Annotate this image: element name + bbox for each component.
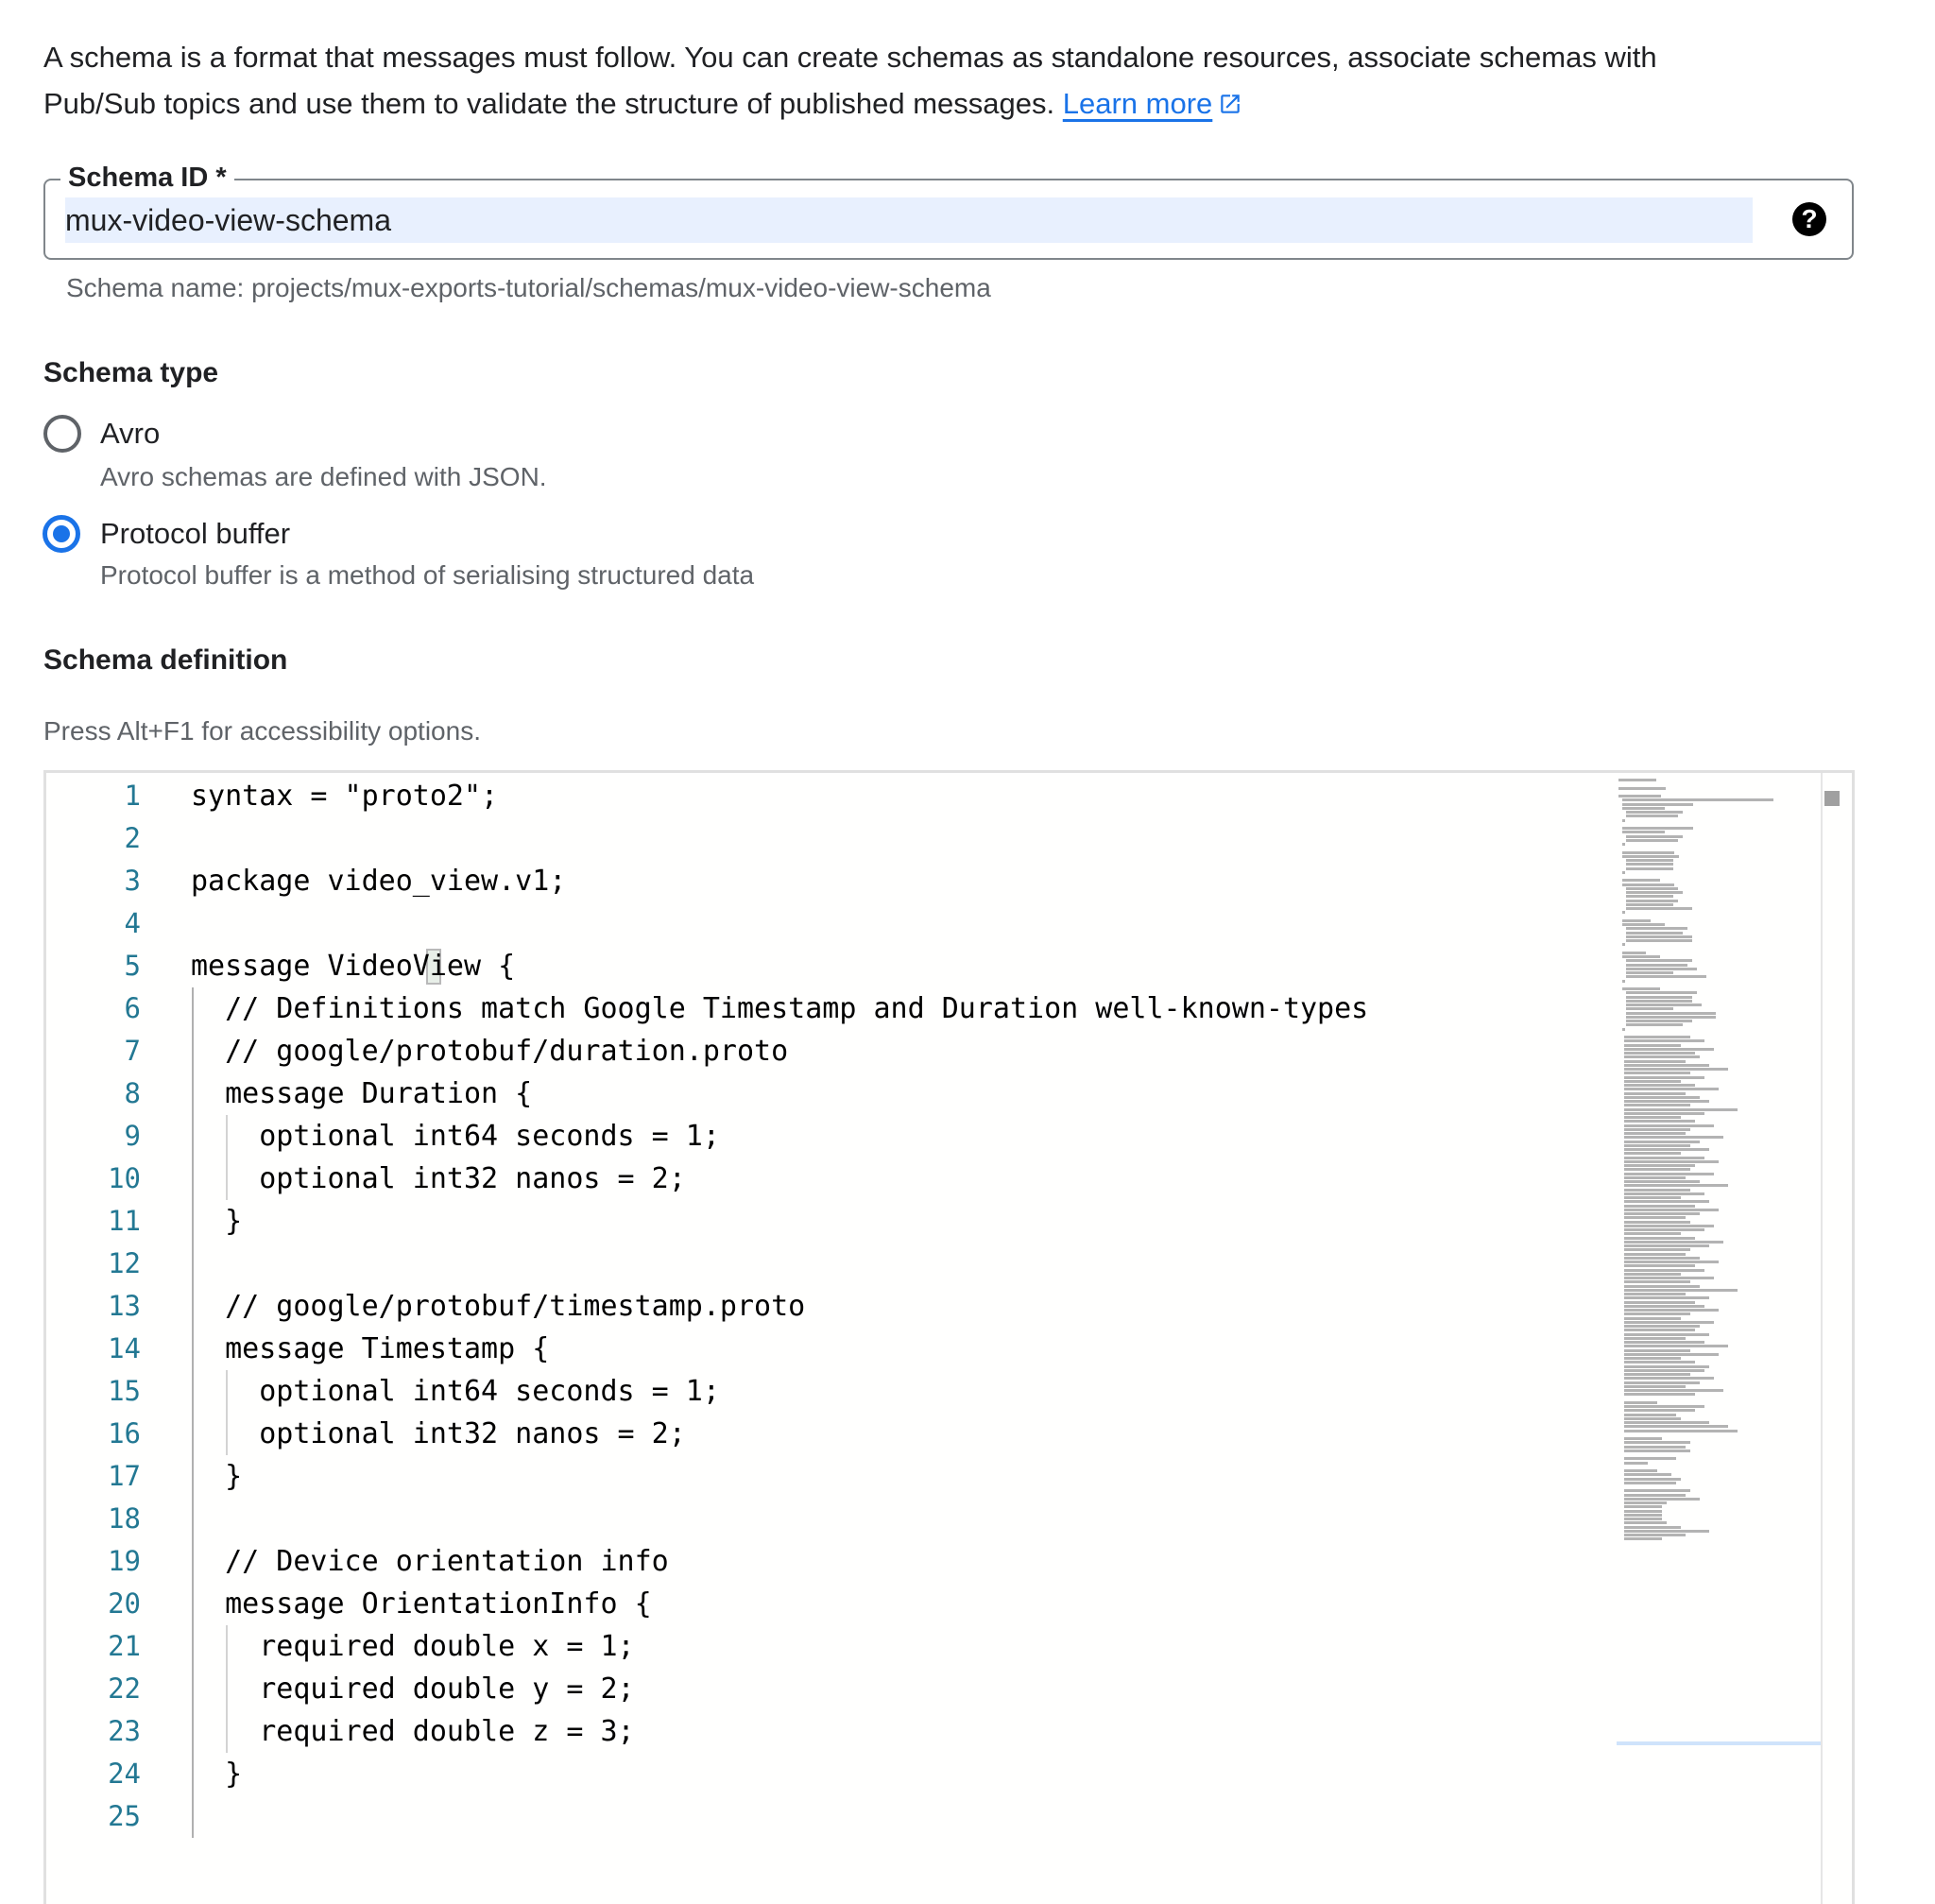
minimap-line	[1624, 1100, 1709, 1103]
minimap-line	[1624, 1469, 1657, 1472]
minimap-line	[1624, 1505, 1662, 1508]
line-number: 15	[108, 1375, 141, 1407]
line-number: 11	[108, 1205, 141, 1237]
minimap-line	[1624, 1421, 1709, 1424]
minimap-line	[1624, 1241, 1723, 1244]
code-line: required double y = 2;	[191, 1672, 635, 1706]
minimap-line	[1626, 939, 1692, 942]
minimap-line	[1624, 1333, 1709, 1336]
code-line: message Duration {	[191, 1077, 533, 1110]
minimap-line	[1622, 798, 1773, 801]
minimap-line	[1626, 900, 1678, 902]
schema-code-editor[interactable]	[43, 770, 1855, 1904]
minimap-line	[1624, 1409, 1695, 1412]
line-number: 22	[108, 1672, 141, 1705]
minimap-line	[1622, 843, 1625, 846]
minimap-line	[1624, 1216, 1686, 1219]
schema-id-label: Schema ID *	[60, 161, 234, 195]
schema-definition-heading: Schema definition	[43, 644, 288, 676]
minimap-line	[1624, 1132, 1686, 1135]
minimap-line	[1626, 959, 1692, 962]
minimap-line	[1624, 1369, 1704, 1372]
protocol-buffer-radio[interactable]	[43, 515, 80, 553]
line-number: 10	[108, 1162, 141, 1194]
minimap-line	[1624, 1309, 1719, 1312]
minimap-line	[1624, 1393, 1695, 1396]
minimap-line	[1624, 1184, 1728, 1187]
minimap-line	[1626, 932, 1683, 935]
minimap-line	[1624, 1248, 1690, 1251]
code-line: message OrientationInfo {	[191, 1587, 652, 1621]
schema-type-heading: Schema type	[43, 357, 219, 388]
code-line: // google/protobuf/duration.proto	[191, 1035, 789, 1068]
line-number: 4	[124, 907, 141, 939]
code-line: optional int64 seconds = 1;	[191, 1120, 720, 1153]
minimap-line	[1622, 943, 1625, 946]
minimap-line	[1622, 819, 1625, 822]
line-number: 13	[108, 1290, 141, 1322]
minimap-line	[1624, 1257, 1700, 1260]
minimap-line	[1624, 1489, 1690, 1492]
minimap-line	[1624, 1205, 1695, 1208]
minimap-line	[1624, 1048, 1714, 1051]
minimap-line	[1624, 1510, 1662, 1513]
minimap-line	[1624, 1482, 1676, 1484]
minimap-line	[1624, 1498, 1700, 1501]
line-number: 1	[124, 780, 141, 812]
scrollbar-thumb[interactable]	[1824, 791, 1840, 806]
minimap-line	[1624, 1537, 1662, 1540]
code-line: // Definitions match Google Timestamp and Duration well-known-types	[191, 992, 1369, 1025]
vertical-scrollbar[interactable]	[1821, 773, 1855, 1904]
minimap-line	[1622, 987, 1660, 990]
line-number: 19	[108, 1545, 141, 1577]
code-line: }	[191, 1460, 243, 1493]
minimap-line	[1622, 855, 1679, 858]
minimap-line	[1622, 952, 1646, 954]
minimap-line	[1618, 779, 1656, 781]
minimap-line	[1624, 1381, 1700, 1384]
minimap-line	[1624, 1144, 1690, 1147]
minimap-line	[1624, 1237, 1695, 1240]
minimap-line	[1624, 1196, 1681, 1199]
minimap-line	[1626, 887, 1678, 890]
minimap-line	[1624, 1285, 1700, 1288]
minimap-line	[1624, 1430, 1738, 1432]
minimap-line	[1624, 1228, 1704, 1231]
minimap-line	[1626, 971, 1673, 974]
minimap-line	[1624, 1088, 1719, 1090]
minimap-line	[1622, 923, 1665, 926]
minimap-line	[1626, 1000, 1692, 1003]
code-line: required double x = 1;	[191, 1630, 635, 1663]
avro-label[interactable]: Avro	[100, 417, 161, 450]
minimap-line	[1624, 1060, 1686, 1063]
minimap-line	[1624, 1084, 1695, 1087]
minimap-line	[1624, 1189, 1690, 1192]
protocol-buffer-label[interactable]: Protocol buffer	[100, 517, 291, 550]
protocol-buffer-description: Protocol buffer is a method of serialising structured data	[100, 560, 755, 590]
line-number: 6	[124, 992, 141, 1024]
line-number: 18	[108, 1502, 141, 1535]
line-number: 17	[108, 1460, 141, 1492]
minimap-line	[1624, 1317, 1681, 1320]
minimap-line	[1626, 863, 1673, 866]
minimap-line	[1624, 1446, 1686, 1449]
minimap-line	[1624, 1160, 1719, 1163]
minimap-line	[1624, 1072, 1690, 1074]
minimap-line	[1622, 851, 1674, 854]
minimap-line	[1622, 871, 1625, 874]
minimap-line	[1624, 1518, 1662, 1520]
minimap-line	[1626, 1016, 1716, 1019]
code-line: optional int64 seconds = 1;	[191, 1375, 720, 1408]
code-line: optional int32 nanos = 2;	[191, 1162, 686, 1195]
minimap-line	[1618, 795, 1661, 798]
accessibility-hint: Press Alt+F1 for accessibility options.	[43, 716, 481, 746]
minimap-line	[1622, 1028, 1625, 1031]
line-number: 3	[124, 865, 141, 897]
minimap-line	[1624, 1345, 1728, 1347]
minimap-line	[1624, 1280, 1690, 1283]
minimap-line	[1624, 1365, 1709, 1368]
intro-line-2	[43, 80, 1820, 129]
minimap-line	[1622, 827, 1693, 830]
intro-line-2-text: Pub/Sub topics and use them to validate the structure of published messages.	[43, 87, 1055, 120]
minimap-line	[1624, 1349, 1690, 1352]
minimap-line	[1624, 1039, 1704, 1042]
minimap-line	[1624, 1096, 1700, 1099]
minimap-line	[1626, 1020, 1692, 1022]
minimap-line	[1626, 907, 1692, 910]
minimap-line	[1624, 1293, 1686, 1295]
minimap-line	[1624, 1264, 1695, 1267]
minimap-line	[1624, 1501, 1667, 1504]
minimap-line	[1626, 935, 1692, 938]
minimap-line	[1626, 891, 1683, 894]
minimap-line	[1624, 1141, 1700, 1143]
minimap-line	[1624, 1080, 1681, 1083]
minimap-line	[1624, 1462, 1648, 1465]
minimap-line	[1624, 1200, 1709, 1203]
minimap-line	[1624, 1405, 1704, 1408]
minimap-line	[1624, 1055, 1700, 1058]
minimap-line	[1626, 859, 1673, 862]
minimap-line	[1624, 1325, 1700, 1328]
schema-id-input[interactable]	[65, 197, 1753, 243]
minimap-line	[1624, 1120, 1695, 1123]
minimap-line	[1626, 1007, 1673, 1010]
minimap-line	[1624, 1385, 1686, 1388]
code-line: }	[191, 1205, 243, 1238]
minimap-line	[1624, 1152, 1681, 1155]
minimap-line	[1622, 803, 1693, 806]
minimap-line	[1626, 1012, 1716, 1015]
line-number: 2	[124, 822, 141, 854]
minimap-line	[1624, 1116, 1681, 1119]
minimap-line	[1626, 867, 1673, 870]
minimap-line	[1626, 1023, 1683, 1026]
minimap-line	[1626, 991, 1697, 994]
minimap-line	[1624, 1449, 1690, 1452]
minimap-line	[1624, 1173, 1714, 1175]
minimap-line	[1626, 996, 1692, 999]
minimap-line	[1624, 1036, 1690, 1038]
minimap-line	[1626, 815, 1678, 817]
minimap-line	[1622, 980, 1625, 983]
minimap-line	[1624, 1064, 1709, 1067]
minimap-line	[1624, 1377, 1714, 1380]
code-line: optional int32 nanos = 2;	[191, 1417, 686, 1450]
minimap-line	[1624, 1441, 1690, 1444]
minimap-line	[1624, 1357, 1681, 1360]
minimap-line	[1624, 1164, 1695, 1167]
minimap-line	[1624, 1321, 1714, 1324]
minimap-line	[1624, 1329, 1695, 1331]
minimap-line	[1624, 1104, 1690, 1106]
minimap-line	[1624, 1128, 1690, 1131]
code-line: message VideoView {	[191, 950, 516, 983]
minimap-line	[1624, 1296, 1709, 1299]
minimap-line	[1624, 1401, 1657, 1404]
minimap-line	[1622, 831, 1665, 833]
open-in-new-icon	[1218, 83, 1242, 129]
minimap-line	[1626, 964, 1687, 967]
minimap-line	[1624, 1124, 1714, 1127]
minimap-line	[1624, 1341, 1704, 1344]
minimap-line	[1624, 1176, 1686, 1179]
minimap-line	[1624, 1269, 1704, 1272]
line-number: 21	[108, 1630, 141, 1662]
minimap-line	[1624, 1244, 1709, 1247]
minimap-line	[1624, 1414, 1676, 1416]
minimap-line	[1624, 1168, 1690, 1171]
minimap-line	[1624, 1225, 1714, 1227]
minimap-line	[1626, 975, 1706, 978]
code-line: // google/protobuf/timestamp.proto	[191, 1290, 806, 1323]
minimap-line	[1624, 1277, 1714, 1279]
minimap-line	[1624, 1353, 1719, 1356]
minimap-line	[1624, 1180, 1700, 1183]
minimap-line	[1624, 1261, 1719, 1263]
code-line: // Device orientation info	[191, 1545, 669, 1578]
minimap-line	[1622, 883, 1674, 886]
minimap-line	[1624, 1273, 1681, 1276]
minimap-line	[1624, 1076, 1704, 1079]
line-number: 24	[108, 1758, 141, 1790]
line-number: 7	[124, 1035, 141, 1067]
minimap-line	[1626, 903, 1673, 906]
minimap-line	[1624, 1136, 1723, 1139]
minimap-line	[1626, 839, 1678, 842]
minimap-line	[1626, 927, 1687, 930]
line-number: 14	[108, 1332, 141, 1364]
minimap-line	[1622, 919, 1651, 922]
minimap-line	[1624, 1530, 1709, 1533]
minimap-line	[1626, 895, 1673, 898]
minimap-line	[1624, 1305, 1704, 1308]
minimap-line	[1622, 955, 1660, 958]
line-number: 20	[108, 1587, 141, 1620]
minimap-line	[1624, 1253, 1686, 1256]
minimap-line	[1624, 1157, 1704, 1159]
minimap-line	[1624, 1209, 1719, 1211]
minimap-line	[1624, 1526, 1681, 1529]
avro-radio[interactable]	[43, 415, 81, 453]
minimap-line	[1624, 1425, 1728, 1428]
minimap-line	[1624, 1232, 1681, 1235]
intro-line-1: A schema is a format that messages must follow. You can create schemas as standalone resources, associate schemas with	[43, 41, 1657, 74]
line-number: 16	[108, 1417, 141, 1449]
schema-name-hint: Schema name: projects/mux-exports-tutorial/schemas/mux-video-view-schema	[66, 273, 991, 302]
minimap-line	[1618, 787, 1666, 790]
avro-description: Avro schemas are defined with JSON.	[100, 462, 547, 491]
minimap-line	[1624, 1437, 1662, 1440]
minimap-line	[1624, 1337, 1686, 1340]
minimap-line	[1626, 1003, 1702, 1006]
minimap-line	[1624, 1478, 1681, 1481]
code-line: }	[191, 1758, 243, 1791]
minimap-line	[1622, 879, 1660, 882]
minimap-line	[1624, 1092, 1686, 1095]
minimap-line	[1624, 1373, 1690, 1376]
learn-more-link[interactable]	[1063, 87, 1243, 120]
minimap-line	[1624, 1052, 1695, 1055]
minimap-line	[1622, 807, 1665, 810]
minimap-line	[1626, 811, 1683, 814]
minimap-line	[1624, 1494, 1686, 1497]
minimap-line	[1624, 1389, 1723, 1392]
help-icon[interactable]: ?	[1792, 202, 1826, 236]
minimap-line	[1624, 1221, 1690, 1224]
minimap-line	[1624, 1289, 1738, 1292]
code-line: package video_view.v1;	[191, 865, 567, 898]
minimap-line	[1624, 1212, 1700, 1215]
code-line: message Timestamp {	[191, 1332, 550, 1365]
minimap-line	[1624, 1361, 1695, 1364]
line-number: 12	[108, 1247, 141, 1279]
minimap-line	[1624, 1148, 1709, 1151]
learn-more-label: Learn more	[1062, 87, 1213, 120]
minimap-line	[1624, 1108, 1738, 1111]
line-number: 5	[124, 950, 141, 982]
minimap-line	[1624, 1417, 1681, 1420]
intro-paragraph	[43, 34, 1820, 129]
minimap-line	[1624, 1068, 1728, 1071]
minimap-line	[1624, 1044, 1681, 1047]
line-number: 8	[124, 1077, 141, 1109]
code-minimap[interactable]	[1617, 773, 1821, 1746]
minimap-line	[1624, 1514, 1662, 1517]
minimap-line	[1624, 1301, 1695, 1304]
code-line: required double z = 3;	[191, 1715, 635, 1748]
minimap-line	[1624, 1312, 1690, 1315]
minimap-line	[1624, 1112, 1704, 1115]
minimap-line	[1626, 968, 1697, 970]
minimap-line	[1626, 835, 1683, 838]
line-number: 25	[108, 1800, 141, 1832]
line-number: 23	[108, 1715, 141, 1747]
line-number: 9	[124, 1120, 141, 1152]
minimap-cursor-highlight	[1617, 1741, 1821, 1745]
minimap-line	[1624, 1521, 1667, 1524]
minimap-line	[1624, 1192, 1704, 1195]
code-line: syntax = "proto2";	[191, 780, 499, 813]
minimap-line	[1624, 1473, 1671, 1476]
minimap-line	[1624, 1534, 1686, 1536]
minimap-line	[1622, 911, 1625, 914]
minimap-line	[1624, 1457, 1676, 1460]
